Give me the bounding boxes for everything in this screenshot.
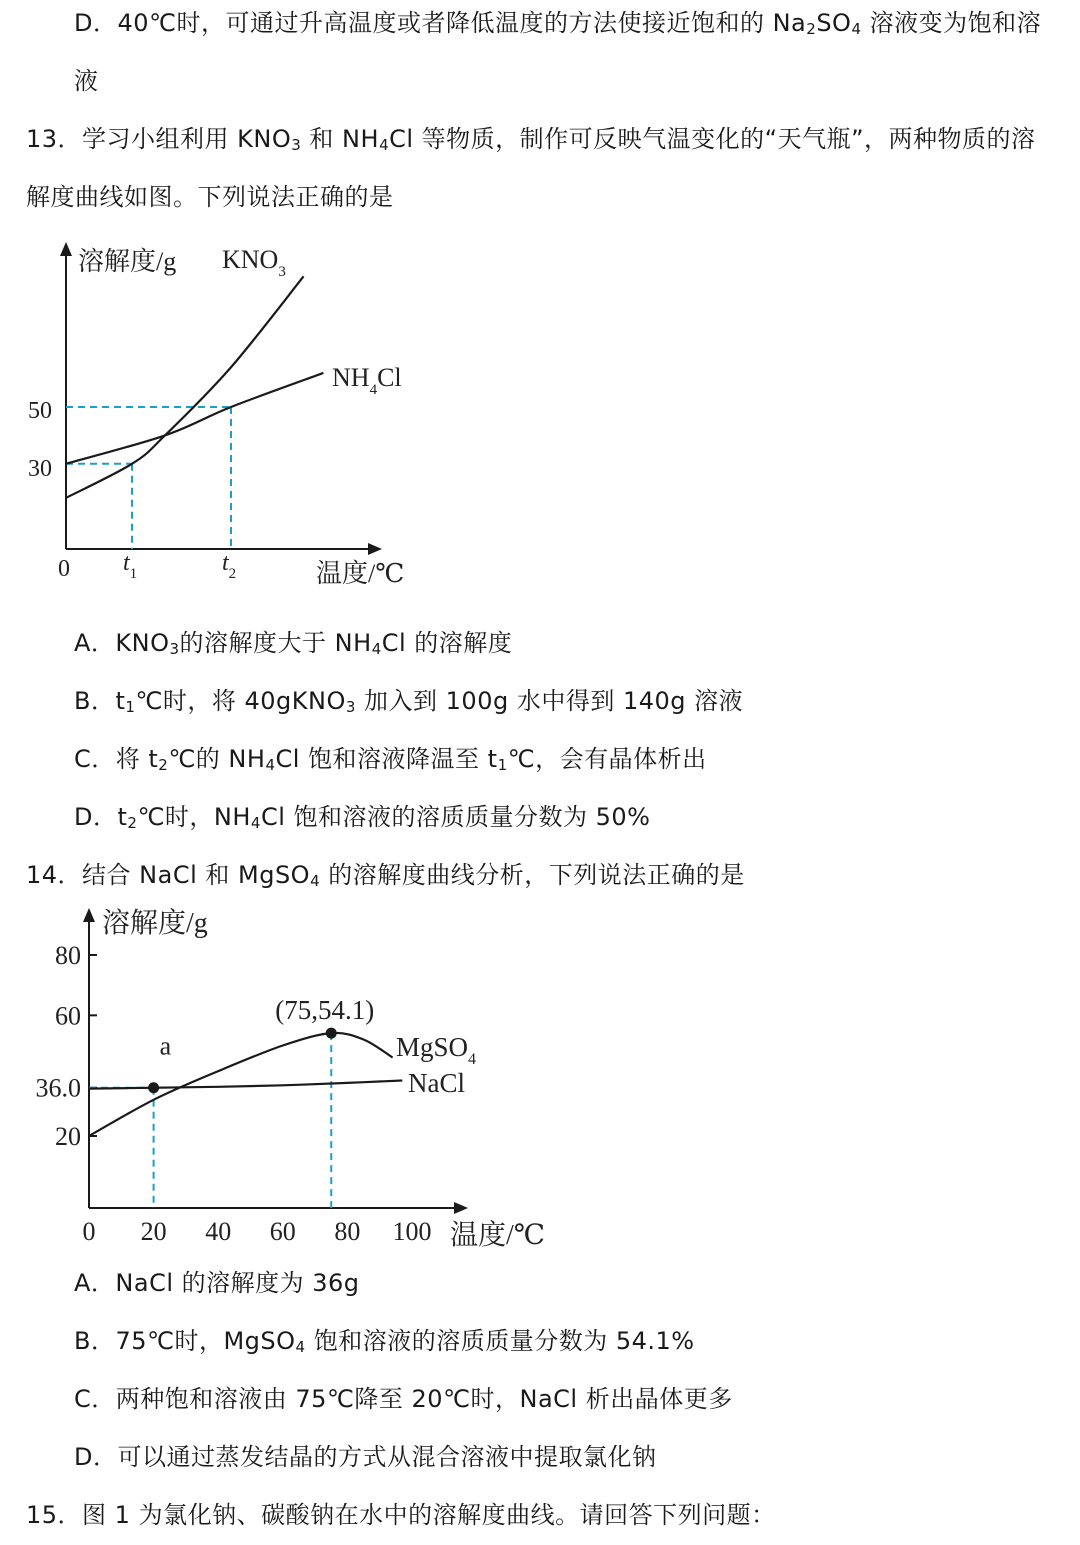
chart1-ylabel: 溶解度/g: [78, 247, 177, 276]
chart2-xtick-label: 60: [269, 1217, 296, 1246]
chart2-guides: [89, 1033, 331, 1208]
nacl-mgso4-solubility-chart: [0, 898, 570, 1258]
chart2-xtick-label: 100: [392, 1217, 432, 1246]
q14-stem: 14．结合 NaCl 和 MgSO$_4$ 的溶解度曲线分析，下列说法正确的是: [26, 861, 745, 890]
chart2-xlabel: 温度/℃: [450, 1220, 546, 1251]
chart2-point-a-label: a: [159, 1031, 172, 1061]
chart1-xlabel: 温度/℃: [316, 559, 405, 588]
chart2-xtick-label: 40: [205, 1217, 232, 1246]
chart2-curves: [89, 1033, 402, 1136]
chart2-ytick-label: 36.0: [35, 1073, 81, 1103]
chart2-point-a: [148, 1082, 159, 1093]
chart1-xtick-t1: $t_1$: [123, 550, 138, 582]
chart2-point-peak: [326, 1028, 337, 1039]
chart2-point-peak-label: (75,54.1): [275, 995, 375, 1026]
chart2-xtick-label: 80: [334, 1217, 361, 1246]
chart1-series-label-kno3: $KNO_3$: [222, 245, 286, 280]
chart2-points: [148, 995, 374, 1093]
q12-option-d: D．40℃时，可通过升高温度或者降低温度的方法使接近饱和的 $Na_2SO_4$ 溶液变为饱和溶: [74, 9, 1042, 38]
chart1-xtick-t2: $t_2$: [222, 550, 237, 582]
chart2-series-label-nacl: NaCl: [408, 1068, 465, 1098]
chart2-xtick-label: 20: [140, 1217, 167, 1246]
q15-stem: 15．图 1 为氯化钠、碳酸钠在水中的溶解度曲线。请回答下列问题：: [26, 1501, 776, 1529]
kno3-nh4cl-solubility-chart: [0, 230, 440, 600]
chart1-curve-nh4cl: [66, 373, 323, 464]
chart1-guides: [66, 407, 231, 549]
q14-option-c: C．两种饱和溶液由 75℃降至 20℃时，NaCl 析出晶体更多: [74, 1385, 733, 1413]
chart1-curve-kno3: [66, 276, 304, 498]
q14-option-d: D．可以通过蒸发结晶的方式从混合溶液中提取氯化钠: [74, 1443, 657, 1471]
chart1-ytick-30: 30: [28, 456, 52, 482]
chart2-y-ticks: [36, 941, 98, 1151]
chart2-ylabel: 溶解度/g: [102, 908, 208, 939]
q13-stem: 13．学习小组利用 $KNO_3$ 和 $NH_4Cl$ 等物质，制作可反映气温变化的“天气瓶”，两种物质的溶: [26, 125, 1036, 154]
chart2-ytick-label: 80: [55, 941, 81, 970]
q13-option-a: A．$KNO_3$的溶解度大于 $NH_4Cl$ 的溶解度: [74, 629, 513, 658]
chart2-series-label-mgso4: MgSO$_4$: [396, 1032, 477, 1068]
chart2-xtick-label: 0: [82, 1217, 96, 1246]
chart1-origin-label: 0: [58, 556, 70, 582]
q13-option-d: D．$t_2℃$时，$NH_4Cl$ 饱和溶液的溶质质量分数为 50%: [74, 803, 651, 832]
chart2-ytick-label: 60: [55, 1001, 81, 1031]
q12-option-d-continued: 液: [74, 67, 99, 95]
chart2-x-ticks: [83, 1217, 432, 1246]
q14-option-a: A．NaCl 的溶解度为 36g: [74, 1269, 360, 1297]
q13-option-b: B．$t_1℃$时，将 40gKNO$_3$ 加入到 100g 水中得到 140g 溶液: [74, 687, 744, 716]
chart1-series-label-nh4cl: $NH_4Cl$: [332, 363, 402, 398]
chart2-curve-nacl: [89, 1080, 402, 1088]
chart1-axes: [60, 242, 382, 555]
q13-stem-continued: 解度曲线如图。下列说法正确的是: [26, 183, 394, 211]
chart2-ytick-label: 20: [55, 1122, 81, 1151]
chart1-ytick-50: 50: [28, 398, 52, 424]
chart2-curve-mgso4: [89, 1033, 393, 1136]
q14-option-b: B．75℃时，MgSO$_4$ 饱和溶液的溶质质量分数为 54.1%: [74, 1327, 695, 1356]
q13-option-c: C．将 $t_2℃$的 $NH_4Cl$ 饱和溶液降温至 $t_1℃$，会有晶体析出: [74, 745, 707, 774]
